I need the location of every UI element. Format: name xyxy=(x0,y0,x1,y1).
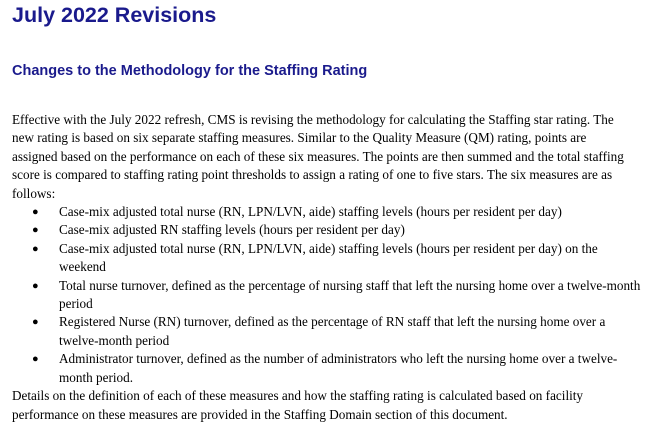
bullet-icon: ● xyxy=(32,353,39,366)
list-item xyxy=(12,221,644,239)
document-body xyxy=(12,111,640,424)
list-item-text: Administrator turnover, defined as the number of administrators who left the nursing home over a twelve-month period. xyxy=(59,351,618,385)
section-heading: Changes to the Methodology for the Staffing Rating xyxy=(12,63,368,79)
list-item-text: Case-mix adjusted total nurse (RN, LPN/LVN, aide) staffing levels (hours per resident per day) xyxy=(59,204,562,220)
bullet-icon: ● xyxy=(32,279,39,292)
bullet-icon: ● xyxy=(32,242,39,255)
intro-paragraph: Effective with the July 2022 refresh, CMS is revising the methodology for calculating the Staffing star rating. The new rating is based on six separate staffing measures. Similar to the Quality Measure (QM) rating, points are assigned based on the performance on each of these six measures. The points are then summed and the total staffing score is compared to staffing rating point thresholds to assign a rating of one to five stars. The six measures are as follows: xyxy=(12,112,624,201)
measures-list xyxy=(12,203,640,387)
bullet-icon: ● xyxy=(32,224,39,237)
page-title: July 2022 Revisions xyxy=(12,3,217,27)
list-item xyxy=(12,350,644,387)
bullet-icon: ● xyxy=(32,206,39,219)
closing-paragraph: Details on the definition of each of these measures and how the staffing rating is calculated based on facility performance on these measures are provided in the Staffing Domain section of this document. xyxy=(12,388,584,422)
bullet-icon: ● xyxy=(32,316,39,329)
list-item xyxy=(12,240,644,277)
list-item xyxy=(12,313,644,350)
list-item xyxy=(12,277,644,314)
list-item-text: Total nurse turnover, defined as the percentage of nursing staff that left the nursing home over a twelve-month period xyxy=(59,277,641,312)
list-item-text: Registered Nurse (RN) turnover, defined as the percentage of RN staff that left the nursing home over a twelve-month period xyxy=(59,314,606,348)
list-item-text: Case-mix adjusted total nurse (RN, LPN/LVN, aide) staffing levels (hours per resident per day) on the weekend xyxy=(59,240,598,275)
list-item xyxy=(12,203,644,221)
list-item-text: Case-mix adjusted RN staffing levels (hours per resident per day) xyxy=(59,222,405,238)
